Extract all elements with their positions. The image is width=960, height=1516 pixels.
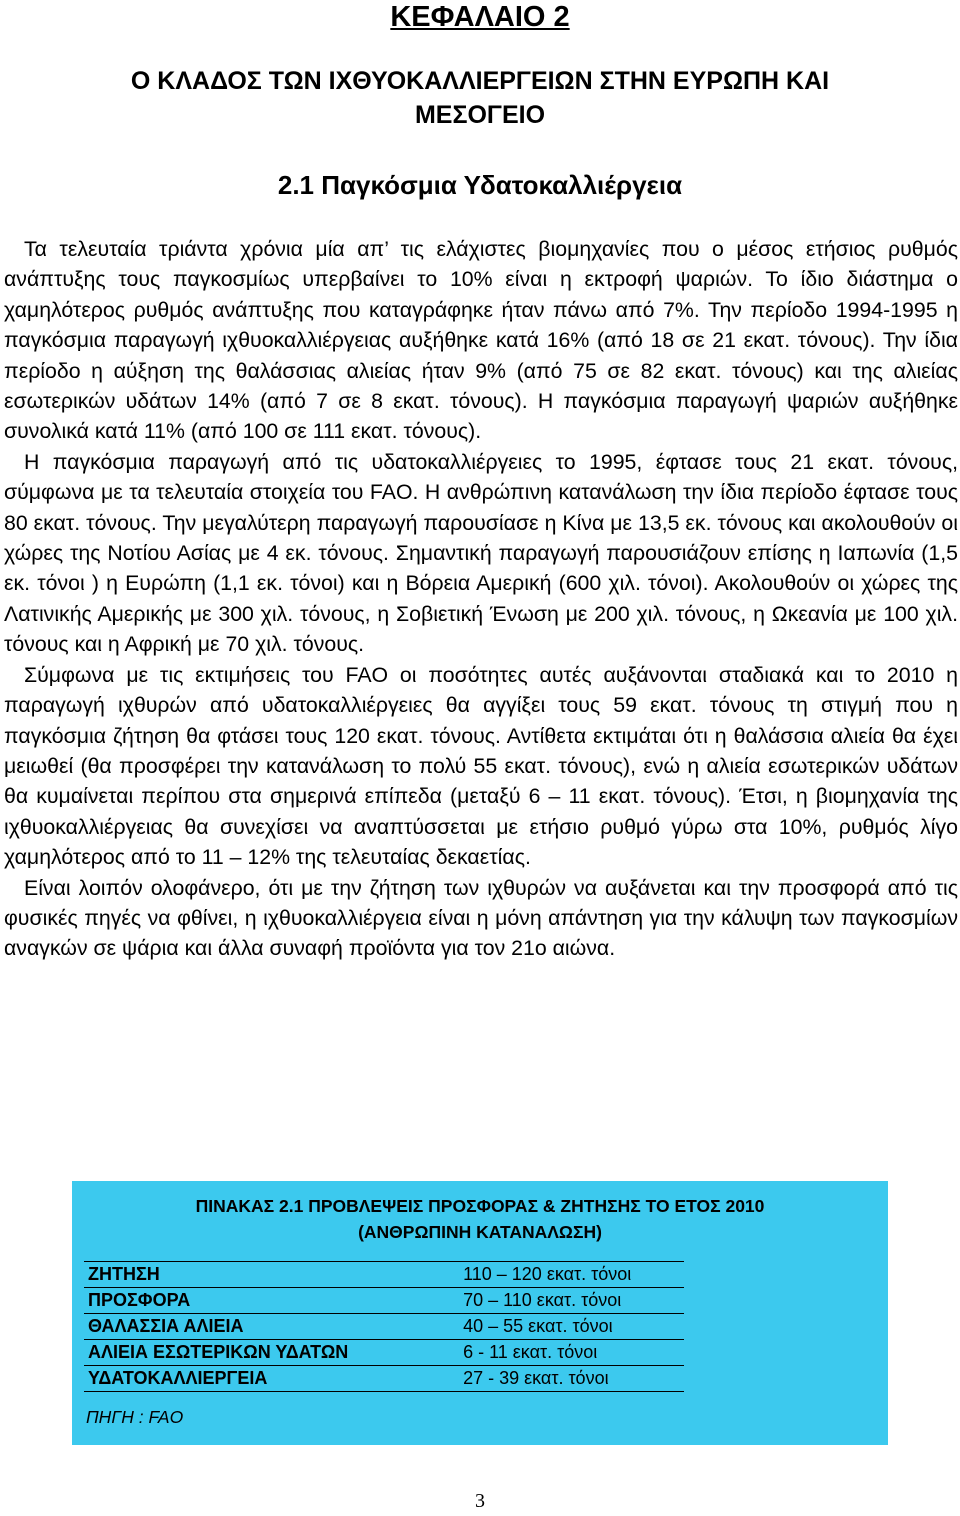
table-row (84, 1262, 684, 1288)
paragraph-3: Σύμφωνα με τις εκτιμήσεις του FAO οι ποσότητες αυτές αυξάνονται σταδιακά και το 2010 η παραγωγή ιχθυρών από υδατοκαλλιέργειες θα αγγίξει τους 59 εκατ. τόνους τη στιγμή που η παγκόσμια ζήτηση θα φτάσει τους 120 εκατ. τόνους. Αντίθετα εκτιμάται ότι η θαλάσσια αλιεία θα έχει μειωθεί (θα προσφέρει την κατανάλωση το πολύ 55 εκατ. τόνους), ενώ η αλιεία εσωτερικών υδάτων θα κυμαίνεται περίπου στα σημερινά επίπεδα (μεταξύ 6 – 11 εκατ. τόνους). Έτσι, η βιομηχανία της ιχθυοκαλλιέργειας θα συνεχίσει να αναπτύσσεται με ετήσιο ρυθμό γύρω στα 10%, ρυθμός λίγο χαμηλότερος από το 11 – 12% της τελευταίας δεκαετίας. (4, 662, 958, 870)
row-value: 40 – 55 εκατ. τόνοι (445, 1314, 684, 1340)
section-title-line2: ΜΕΣΟΓΕΙΟ (414, 101, 546, 129)
table-row (84, 1366, 684, 1392)
row-label: ΠΡΟΣΦΟΡΑ (84, 1288, 445, 1314)
paragraph-2: Η παγκόσμια παραγωγή από τις υδατοκαλλιέργειες το 1995, έφτασε τους 21 εκατ. τόνους, σύμφωνα με τα τελευταία στοιχεία του FAO. Η ανθρώπινη κατανάλωση την ίδια περίοδο έφτασε τους 80 εκατ. τόνους. Την μεγαλύτερη παραγωγή παρουσίασε η Κίνα με 13,5 εκ. τόνους και ακολουθούν οι χώρες της Νοτίου Ασίας με 4 εκ. τόνους. Σημαντική παραγωγή παρουσιάζουν επίσης η Ιαπωνία (1,5 εκ. τόνοι ) η Ευρώπη (1,1 εκ. τόνοι) και η Βόρεια Αμερική (600 χιλ. τόνοι). Ακολουθούν οι χώρες της Λατινικής Αμερικής με 300 χιλ. τόνους, η Σοβιετική Ένωση με 200 χιλ. τόνους, η Ωκεανία με 100 χιλ. τόνους και η Αφρική με 70 χιλ. τόνους. (4, 449, 958, 657)
table-title-line1: ΠΙΝΑΚΑΣ 2.1 ΠΡΟΒΛΕΨΕΙΣ ΠΡΟΣΦΟΡΑΣ & ΖΗΤΗΣΗΣ ΤΟ ΕΤΟΣ 2010 (195, 1196, 765, 1216)
page-number: 3 (475, 1490, 485, 1512)
section-title (0, 64, 960, 132)
table-row (84, 1340, 684, 1366)
row-value: 27 - 39 εκατ. τόνοι (445, 1366, 684, 1392)
table-row (84, 1314, 684, 1340)
row-value: 110 – 120 εκατ. τόνοι (445, 1262, 684, 1288)
row-label: ΘΑΛΑΣΣΙΑ ΑΛΙΕΙΑ (84, 1314, 445, 1340)
row-label: ΖΗΤΗΣΗ (84, 1262, 445, 1288)
table-source: ΠΗΓΗ : FAO (86, 1407, 184, 1427)
row-value: 6 - 11 εκατ. τόνοι (445, 1340, 684, 1366)
paragraph-1: Τα τελευταία τριάντα χρόνια μία απ’ τις ελάχιστες βιομηχανίες που ο μέσος ετήσιος ρυθμός ανάπτυξης τους παγκοσμίως υπερβαίνει το 10% είναι η εκτροφή ψαριών. Το ίδιο διάστημα ο χαμηλότερος ρυθμός ανάπτυξης που καταγράφηκε ήταν πάνω από 7%. Την περίοδο 1994-1995 η παγκόσμια παραγωγή ιχθυοκαλλιέργειας αυξήθηκε κατά 16% (από 18 σε 21 εκατ. τόνους). Την ίδια περίοδο η αύξηση της θαλάσσιας αλιείας ήταν 9% (από 75 σε 82 εκατ. τόνους) και της αλιείας εσωτερικών υδάτων 14% (από 7 σε 8 εκατ. τόνους). Η παγκόσμια παραγωγή ψαριών αυξήθηκε συνολικά κατά 11% (από 100 σε 111 εκατ. τόνους). (4, 237, 958, 444)
chapter-heading: ΚΕΦΑΛΑΙΟ 2 (390, 1, 570, 33)
row-value: 70 – 110 εκατ. τόνοι (445, 1288, 684, 1314)
paragraph-4: Είναι λοιπόν ολοφάνερο, ότι με την ζήτηση των ιχθυρών να αυξάνεται και την προσφορά από τις φυσικές πηγές να φθίνει, η ιχθυοκαλλιέργεια είναι η μόνη απάντηση για την κάλυψη των παγκοσμίων αναγκών σε ψάρια και άλλα συναφή προϊόντα για τον 21ο αιώνα. (4, 875, 958, 961)
subsection-title: 2.1 Παγκόσμια Υδατοκαλλιέργεια (277, 170, 683, 200)
table-title (72, 1193, 888, 1245)
forecast-table-box (72, 1181, 888, 1445)
forecast-table (84, 1261, 684, 1392)
table-title-line2: (ΑΝΘΡΩΠΙΝΗ ΚΑΤΑΝΑΛΩΣΗ) (358, 1222, 602, 1242)
table-row (84, 1288, 684, 1314)
body-text (4, 234, 958, 964)
row-label: ΑΛΙΕΙΑ ΕΣΩΤΕΡΙΚΩΝ ΥΔΑΤΩΝ (84, 1340, 445, 1366)
row-label: ΥΔΑΤΟΚΑΛΛΙΕΡΓΕΙΑ (84, 1366, 445, 1392)
section-title-line1: Ο ΚΛΑΔΟΣ ΤΩΝ ΙΧΘΥΟΚΑΛΛΙΕΡΓΕΙΩΝ ΣΤΗΝ ΕΥΡΩΠΗ ΚΑΙ (130, 67, 830, 95)
